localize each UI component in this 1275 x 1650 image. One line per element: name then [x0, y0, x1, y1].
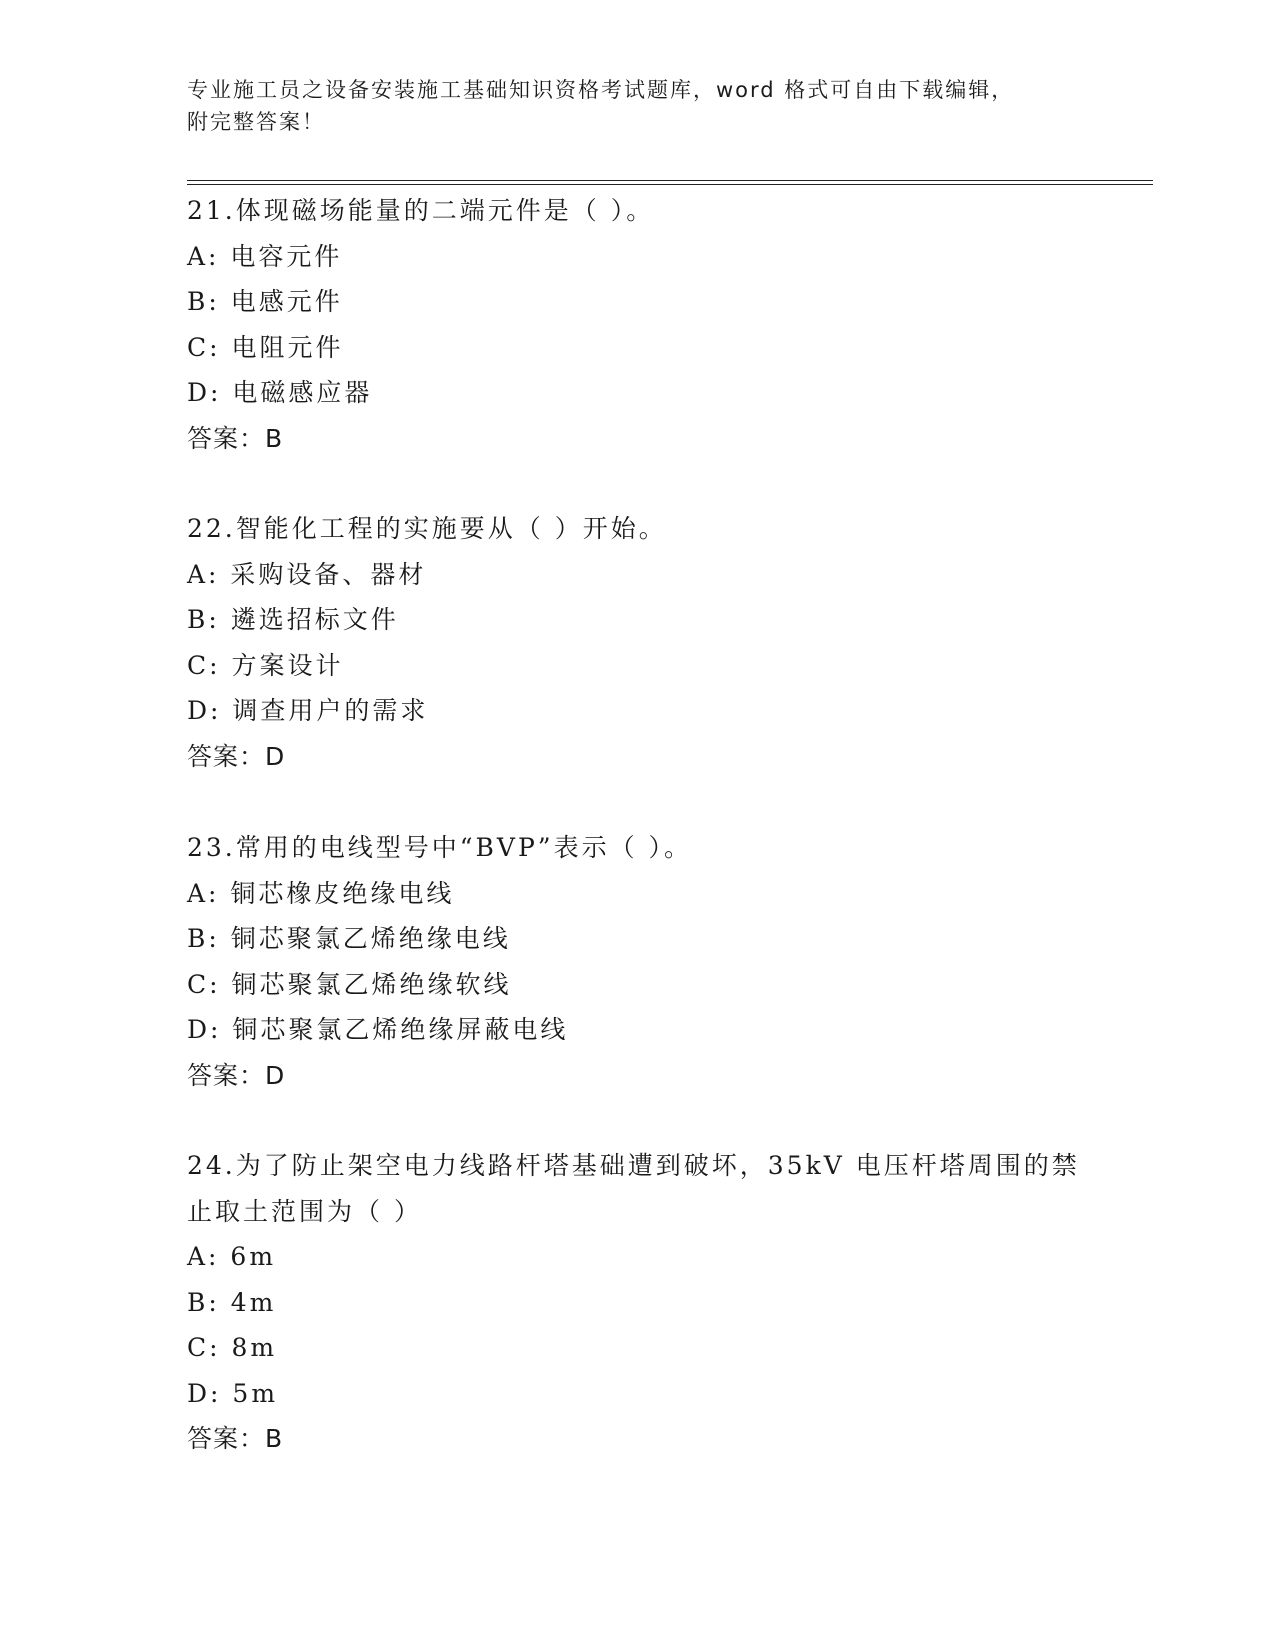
option-b: B: 遴选招标文件 [187, 605, 399, 634]
question-24 [187, 1143, 1087, 1462]
header-divider-top [187, 180, 1153, 181]
answer-line: 答案：D [187, 1060, 286, 1090]
header-divider-bottom [187, 184, 1153, 185]
option-b: B: 铜芯聚氯乙烯绝缘电线 [187, 924, 511, 953]
option-d: D: 5m [187, 1378, 279, 1408]
option-b: B: 4m [187, 1287, 277, 1317]
question-stem: 23.常用的电线型号中“BVP”表示（ ）。 [187, 833, 693, 862]
option-c: C: 方案设计 [187, 650, 344, 680]
option-c: C: 铜芯聚氯乙烯绝缘软线 [187, 969, 512, 999]
option-b: B: 电感元件 [187, 287, 343, 316]
document-header [187, 74, 1067, 138]
question-stem-line-2: 止取土范围为（ ） [187, 1196, 422, 1226]
option-a: A: 采购设备、器材 [187, 559, 427, 589]
question-22 [187, 506, 1087, 779]
option-a: A: 6m [187, 1242, 277, 1271]
option-a: A: 铜芯橡皮绝缘电线 [187, 878, 455, 908]
question-stem-line-1: 24.为了防止架空电力线路杆塔基础遭到破坏，35kV 电压杆塔周围的禁 [187, 1151, 1080, 1180]
option-c: C: 8m [187, 1333, 278, 1362]
question-stem: 21.体现磁场能量的二端元件是（ ）。 [187, 196, 655, 225]
question-stem: 22.智能化工程的实施要从（ ）开始。 [187, 514, 667, 543]
header-line-1: 专业施工员之设备安装施工基础知识资格考试题库，word 格式可自由下载编辑， [187, 78, 1015, 102]
option-a: A: 电容元件 [187, 241, 343, 271]
answer-line: 答案：B [187, 423, 284, 453]
option-c: C: 电阻元件 [187, 332, 344, 362]
header-line-2: 附完整答案！ [187, 110, 325, 134]
option-d: D: 调查用户的需求 [187, 696, 429, 725]
question-23 [187, 825, 1087, 1098]
option-d: D: 铜芯聚氯乙烯绝缘屏蔽电线 [187, 1015, 569, 1044]
option-d: D: 电磁感应器 [187, 378, 373, 407]
question-21 [187, 188, 1087, 461]
answer-line: 答案：B [187, 1424, 284, 1453]
answer-line: 答案：D [187, 741, 286, 771]
